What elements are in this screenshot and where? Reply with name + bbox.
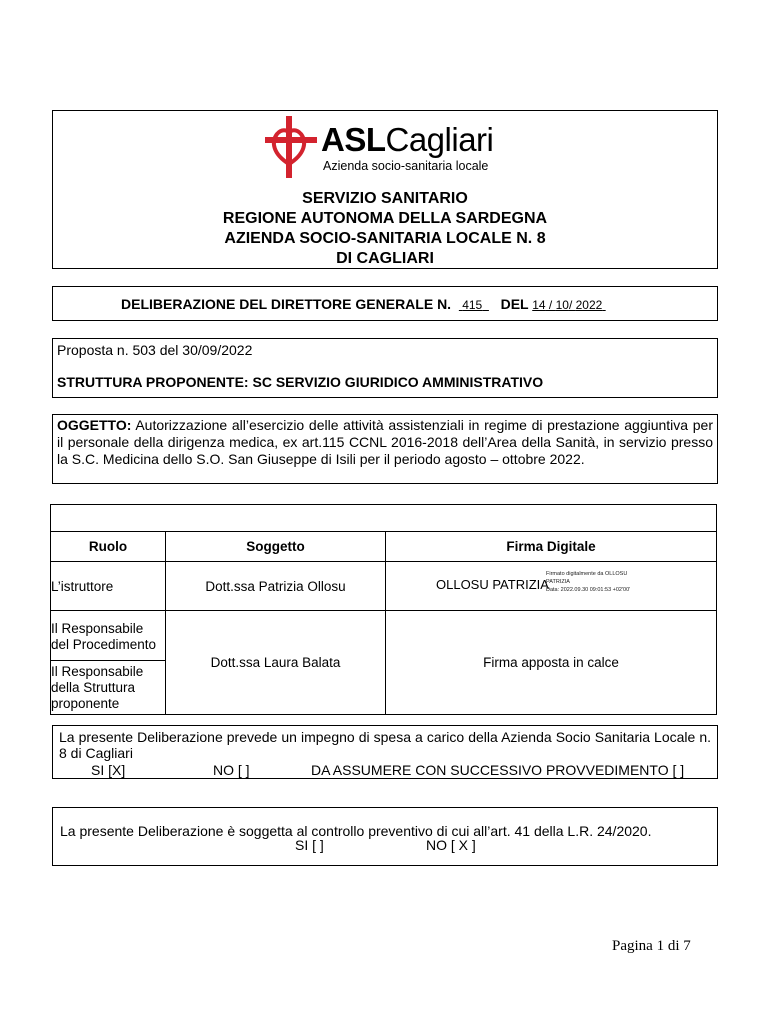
table-title-row	[51, 505, 717, 532]
header-box	[52, 110, 718, 269]
signature-meta	[546, 570, 630, 594]
table-row	[51, 562, 717, 611]
header-line-1: SERVIZIO SANITARIO	[302, 190, 468, 207]
logo-subtitle: Azienda socio-sanitaria locale	[323, 159, 489, 173]
signature-name: OLLOSU PATRIZIA	[436, 577, 549, 592]
ruolo-responsabile-procedimento: Il Responsabile del Procedimento	[51, 611, 165, 661]
deliberazione-number-value: 415	[462, 298, 483, 312]
controllo-text: La presente Deliberazione è soggetta al controllo preventivo di cui all’art. 41 della L.R. 24/2020.	[60, 823, 652, 839]
deliberazione-box	[52, 286, 718, 321]
page-number: Pagina 1 di 7	[612, 938, 691, 954]
table-title-cell	[51, 505, 717, 532]
header-firma-digitale: Firma Digitale	[386, 532, 717, 562]
date-year: 2022	[575, 298, 603, 312]
signature-meta-line-2: PATRIZIA	[546, 579, 570, 585]
logo-wordmark	[321, 122, 493, 158]
impegno-text: La presente Deliberazione prevede un impegno di spesa a carico della Azienda Socio Sanitaria Locale n. 8 di Cagliari	[59, 729, 711, 761]
ruolo-responsabili	[51, 611, 166, 715]
header-line-4: DI CAGLIARI	[336, 250, 434, 267]
table-row	[51, 611, 717, 715]
deliberazione-line	[121, 296, 606, 312]
signature-table	[50, 504, 717, 715]
firma-in-calce: Firma apposta in calce	[386, 611, 717, 715]
oggetto-box	[52, 414, 718, 484]
impegno-spesa-box	[52, 725, 718, 779]
soggetto-istruttore: Dott.ssa Patrizia Ollosu	[166, 562, 386, 611]
digital-signature	[386, 562, 716, 610]
header-ruolo: Ruolo	[51, 532, 166, 562]
controllo-no-option: NO [ X ]	[426, 837, 476, 853]
signature-meta-line-3: Data: 2022.09.30 09:01:53 +02'00'	[546, 587, 631, 593]
impegno-si-option: SI [X]	[91, 762, 126, 778]
proposta-box	[52, 338, 718, 398]
soggetto-responsabile: Dott.ssa Laura Balata	[166, 611, 386, 715]
table-header-row	[51, 532, 717, 562]
del-label: DEL	[500, 296, 529, 312]
deliberazione-date: 14 / 10/ 2022	[532, 298, 603, 312]
deliberazione-number	[459, 298, 489, 312]
logo-brand-light: Cagliari	[385, 121, 494, 158]
oggetto-label: OGGETTO:	[57, 417, 132, 433]
asl-cross-heart-icon	[263, 116, 319, 178]
controllo-preventivo-box	[52, 807, 718, 866]
deliberazione-label: DELIBERAZIONE DEL DIRETTORE GENERALE N.	[121, 296, 452, 312]
date-month: 10	[555, 298, 569, 312]
ruolo-istruttore: L’istruttore	[51, 562, 166, 611]
date-day: 14	[532, 298, 546, 312]
impegno-da-assumere-option: DA ASSUMERE CON SUCCESSIVO PROVVEDIMENTO [ ]	[311, 762, 685, 778]
impegno-no-option: NO [ ]	[213, 762, 250, 778]
header-soggetto: Soggetto	[166, 532, 386, 562]
header-line-3: AZIENDA SOCIO-SANITARIA LOCALE N. 8	[224, 230, 546, 247]
firma-digitale-cell	[386, 562, 717, 611]
logo-brand-bold: ASL	[321, 121, 386, 158]
struttura-proponente: STRUTTURA PROPONENTE: SC SERVIZIO GIURIDICO AMMINISTRATIVO	[57, 374, 544, 390]
controllo-si-option: SI [ ]	[295, 837, 324, 853]
oggetto-text: Autorizzazione all’esercizio delle attività assistenziali in regime di prestazione aggiuntiva per il personale della dirigenza medica, ex art.115 CCNL 2016-2018 dell’Area della Sanità, in servizio presso la S.C. Medicina dello S.O. San Giuseppe di Isili per il periodo agosto – ottobre 2022.	[57, 417, 713, 467]
oggetto-paragraph	[57, 417, 713, 468]
proposta-text: Proposta n. 503 del 30/09/2022	[57, 342, 253, 358]
asl-logo	[263, 116, 523, 178]
signature-meta-line-1: Firmato digitalmente da OLLOSU	[546, 571, 628, 577]
header-line-2: REGIONE AUTONOMA DELLA SARDEGNA	[222, 210, 548, 227]
ruolo-responsabile-struttura: Il Responsabile della Struttura proponente	[51, 664, 144, 711]
